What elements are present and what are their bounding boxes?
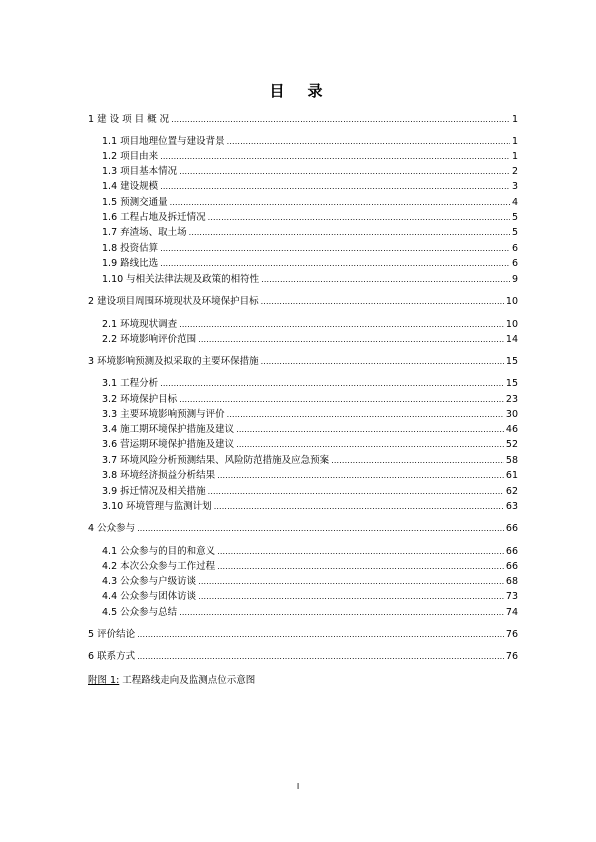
toc-leader-dots <box>189 226 510 240</box>
toc-leader-dots <box>160 377 504 391</box>
toc-leader-dots <box>261 295 504 309</box>
toc-section-entry[interactable] <box>102 423 518 437</box>
toc-section-entry[interactable] <box>102 500 518 514</box>
toc-entry-title: 3.3 主要环境影响预测与评价 <box>102 409 225 420</box>
toc-section-entry[interactable] <box>102 545 518 559</box>
toc-entry-title: 1.8 投资估算 <box>102 243 159 254</box>
toc-entry-page: 4 <box>511 197 518 208</box>
toc-section-entry[interactable] <box>102 454 518 468</box>
page-title: 目 录 <box>269 82 327 100</box>
toc-entry-page: 73 <box>505 591 518 602</box>
toc-entry-page: 6 <box>511 243 518 254</box>
toc-entry-title: 1.4 建设规模 <box>102 181 159 192</box>
toc-entry-page: 15 <box>505 356 518 367</box>
toc-entry-title: 1.6 工程占地及拆迁情况 <box>102 212 206 223</box>
toc-leader-dots <box>236 438 504 452</box>
toc-leader-dots <box>217 560 504 574</box>
toc-section-entry[interactable] <box>102 333 518 347</box>
toc-leader-dots <box>331 454 504 468</box>
toc-entry-title: 3.7 环境风险分析预测结果、风险防范措施及应急预案 <box>102 455 330 466</box>
appendix-label: 附图 1: <box>88 675 120 686</box>
toc-entry-title: 3.8 环境经济损益分析结果 <box>102 470 216 481</box>
toc-leader-dots <box>160 180 510 194</box>
toc-section-entry[interactable] <box>102 165 518 179</box>
toc-entry-title: 3.9 拆迁情况及相关措施 <box>102 486 206 497</box>
toc-entry-page: 66 <box>505 546 518 557</box>
toc-leader-dots <box>137 650 504 664</box>
toc-entry-title: 4.2 本次公众参与工作过程 <box>102 561 216 572</box>
toc-entry-title: 3.2 环境保护目标 <box>102 394 178 405</box>
toc-entry-title: 1.2 项目由来 <box>102 151 159 162</box>
toc-leader-dots <box>179 606 504 620</box>
toc-entry-title: 1.7 弃渣场、取土场 <box>102 227 187 238</box>
toc-section-entry[interactable] <box>102 377 518 391</box>
toc-leader-dots <box>217 545 504 559</box>
toc-entry-title: 4.5 公众参与总结 <box>102 607 178 618</box>
toc-leader-dots <box>160 257 510 271</box>
toc-entry-title: 4.3 公众参与户级访谈 <box>102 576 197 587</box>
toc-entry-title: 4.1 公众参与的目的和意义 <box>102 546 216 557</box>
toc-leader-dots <box>261 355 504 369</box>
toc-section-entry[interactable] <box>102 606 518 620</box>
toc-leader-dots <box>208 211 510 225</box>
toc-entry-page: 5 <box>511 227 518 238</box>
toc-leader-dots <box>198 575 504 589</box>
toc-entry-title: 1.1 项目地理位置与建设背景 <box>102 136 225 147</box>
toc-entry-title: 3.1 工程分析 <box>102 378 159 389</box>
toc-section-entry[interactable] <box>102 438 518 452</box>
toc-entry-page: 76 <box>505 651 518 662</box>
toc-entry-title: 1.9 路线比选 <box>102 258 159 269</box>
toc-entry-page: 6 <box>511 258 518 269</box>
toc-entry-title: 2 建设项目周围环境现状及环境保护目标 <box>88 296 259 307</box>
toc-leader-dots <box>198 590 504 604</box>
toc-leader-dots <box>179 165 510 179</box>
toc-leader-dots <box>198 333 504 347</box>
toc-leader-dots <box>160 150 510 164</box>
toc-entry-title: 2.1 环境现状调查 <box>102 319 178 330</box>
toc-entry-page: 1 <box>511 136 518 147</box>
toc-entry-page: 9 <box>511 274 518 285</box>
toc-entry-page: 3 <box>511 181 518 192</box>
toc-section-entry[interactable] <box>102 150 518 164</box>
toc-section-entry[interactable] <box>102 211 518 225</box>
page-number: I <box>296 782 300 791</box>
toc-leader-dots <box>208 485 504 499</box>
toc-entry-title: 3.10 环境管理与监测计划 <box>102 501 212 512</box>
toc-entry-page: 5 <box>511 212 518 223</box>
toc-entry-page: 52 <box>505 439 518 450</box>
toc-entry-page: 14 <box>505 334 518 345</box>
toc-chapter-entry[interactable] <box>88 355 518 369</box>
toc-entry-title: 6 联系方式 <box>88 651 136 662</box>
toc-section-entry[interactable] <box>102 257 518 271</box>
toc-entry-title: 1.3 项目基本情况 <box>102 166 178 177</box>
appendix-line <box>88 674 255 688</box>
toc-entry-page: 30 <box>505 409 518 420</box>
toc-entry-page: 68 <box>505 576 518 587</box>
toc-entry-page: 23 <box>505 394 518 405</box>
toc-entry-page: 66 <box>505 523 518 534</box>
toc-entry-page: 58 <box>505 455 518 466</box>
toc-entry-title: 3 环境影响预测及拟采取的主要环保措施 <box>88 356 259 367</box>
toc-section-entry[interactable] <box>102 408 518 422</box>
toc-section-entry[interactable] <box>102 575 518 589</box>
toc-entry-page: 62 <box>505 486 518 497</box>
toc-chapter-entry[interactable] <box>88 628 518 642</box>
toc-section-entry[interactable] <box>102 196 518 210</box>
toc-leader-dots <box>214 500 504 514</box>
toc-leader-dots <box>261 273 510 287</box>
toc-entry-page: 1 <box>511 114 518 125</box>
toc-leader-dots <box>137 522 504 536</box>
toc-entry-title: 4 公众参与 <box>88 523 136 534</box>
toc-entry-page: 46 <box>505 424 518 435</box>
toc-entry-page: 61 <box>505 470 518 481</box>
toc-section-entry[interactable] <box>102 242 518 256</box>
toc-section-entry[interactable] <box>102 135 518 149</box>
toc-chapter-entry[interactable] <box>88 295 518 309</box>
toc-entry-page: 63 <box>505 501 518 512</box>
toc-chapter-entry[interactable] <box>88 522 518 536</box>
toc-entry-page: 1 <box>511 151 518 162</box>
toc-section-entry[interactable] <box>102 318 518 332</box>
toc-leader-dots <box>217 469 504 483</box>
toc-entry-page: 10 <box>505 319 518 330</box>
toc-entry-title: 4.4 公众参与团体访谈 <box>102 591 197 602</box>
toc-section-entry[interactable] <box>102 560 518 574</box>
toc-section-entry[interactable] <box>102 273 518 287</box>
toc-chapter-entry[interactable] <box>88 113 518 127</box>
toc-entry-title: 1 建 设 项 目 概 况 <box>88 114 170 125</box>
toc-entry-page: 15 <box>505 378 518 389</box>
toc-leader-dots <box>227 408 504 422</box>
toc-section-entry[interactable] <box>102 485 518 499</box>
appendix-text: 工程路线走向及监测点位示意图 <box>122 675 256 686</box>
toc-section-entry[interactable] <box>102 590 518 604</box>
toc-entry-title: 3.4 施工期环境保护措施及建议 <box>102 424 235 435</box>
toc-leader-dots <box>137 628 504 642</box>
toc-entry-page: 2 <box>511 166 518 177</box>
toc-entry-page: 76 <box>505 629 518 640</box>
toc-section-entry[interactable] <box>102 393 518 407</box>
toc-entry-title: 1.5 预测交通量 <box>102 197 168 208</box>
toc-leader-dots <box>179 393 504 407</box>
toc-entry-page: 66 <box>505 561 518 572</box>
toc-section-entry[interactable] <box>102 180 518 194</box>
toc-entry-title: 3.6 营运期环境保护措施及建议 <box>102 439 235 450</box>
toc-section-entry[interactable] <box>102 226 518 240</box>
toc-entry-page: 10 <box>505 296 518 307</box>
toc-leader-dots <box>227 135 510 149</box>
toc-entry-title: 1.10 与相关法律法规及政策的相符性 <box>102 274 260 285</box>
toc-leader-dots <box>236 423 504 437</box>
toc-entry-title: 5 评价结论 <box>88 629 136 640</box>
toc-entry-page: 74 <box>505 607 518 618</box>
toc-leader-dots <box>179 318 504 332</box>
toc-leader-dots <box>170 196 510 210</box>
toc-leader-dots <box>160 242 510 256</box>
toc-section-entry[interactable] <box>102 469 518 483</box>
toc-entry-title: 2.2 环境影响评价范围 <box>102 334 197 345</box>
toc-leader-dots <box>171 113 510 127</box>
toc-chapter-entry[interactable] <box>88 650 518 664</box>
